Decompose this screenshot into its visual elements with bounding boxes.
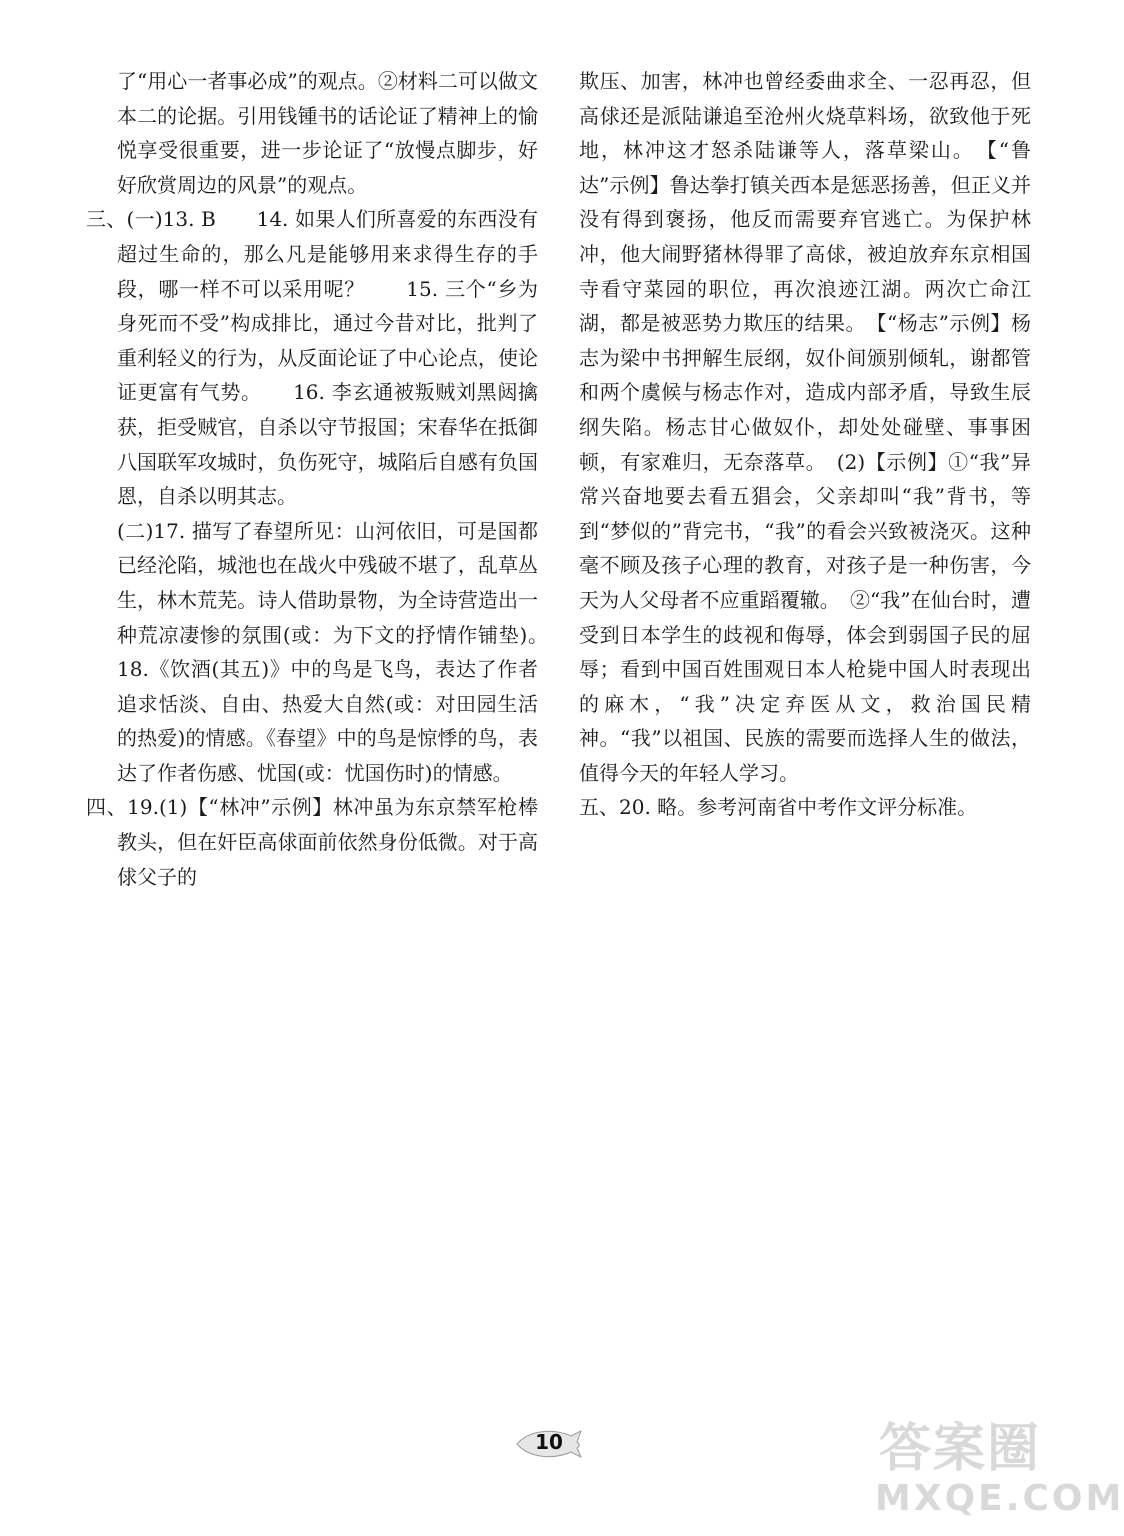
site-watermark (869, 1400, 1124, 1528)
answer-section-three-2: (二)17. 描写了春望所见：山河依旧，可是国都已经沦陷，城池也在战火中残破不堪了，乱草丛生，林木荒芜。诗人借助景物，为全诗营造出一种荒凉凄惨的氛围(或：为下文的抒情作铺垫)。 18.《饮酒(其五)》中的鸟是飞鸟，表达了作者追求恬淡、自由、热爱大自然(或：对田园生活的热爱)的情感。《春望》中的鸟是惊悸的鸟，表达了作者伤感、忧国(或：忧国伤时)的情感。 (117, 518, 578, 785)
watermark-logo-text: 答案圈 (879, 1419, 1042, 1479)
answer-section-four-continued: 欺压、加害，林冲也曾经委曲求全、一忍再忍，但高俅还是派陆谦追至沧州火烧草料场，欲致他于死地，林冲这才怒杀陆谦等人，落草梁山。 【“鲁达”示例】鲁达拳打镇关西本是惩恶扬善，但正义并没有得到褒扬，他反而需要弃官逃亡。为保护林冲，他大闹野猪林得罪了高俅，被迫放弃东京相国寺看守菜园的职位，再次浪迹江湖。两次亡命江湖，都是被恶势力欺压的结果。 【“杨志”示例】杨志为梁中书押解生辰纲，奴仆间颁别倾轧，谢都管和两个虞候与杨志作对，造成内部矛盾，导致生辰纲失陷。杨志甘心做奴仆，却处处碰壁、事事困顿，有家难归，无奈落草。 (2)【示例】①“我”异常兴奋地要去看五猖会，父亲却叫“我”背书，等到“梦似的”背完书，“我”的看会兴致被浇灭。这种毫不顾及孩子心理的教育，对孩子是一种伤害，今天为人父母者不应重蹈覆辙。 ②“我”在仙台时，遭受到日本学生的歧视和侮辱，体会到弱国子民的屈辱；看到中国百姓围观日本人枪毙中国人时表现出的麻木，“我”决定弃医从文，救治国民精神。“我”以祖国、民族的需要而选择人生的做法，值得今天的年轻人学习。 (579, 69, 1031, 785)
answer-paragraph-continuation: 了“用心一者事必成”的观点。②材料二可以做文本二的论据。引用钱锺书的话论证了精神上的愉悦享受很重要，进一步论证了“放慢点脚步，好好欣赏周边的风景”的观点。 (117, 69, 538, 197)
left-column (86, 64, 578, 894)
watermark-url-text: MXQE.COM (875, 1478, 1124, 1519)
right-column (579, 64, 1031, 825)
answer-section-five: 五、20. 略。参考河南省中考作文评分标准。 (579, 795, 978, 820)
page-number: 10 (535, 1430, 563, 1454)
answer-section-four: 四、19.(1)【“林冲”示例】林冲虽为东京禁军枪棒教头，但在奸臣高俅面前依然身份低微。对于高俅父子的 (86, 795, 538, 889)
page-number-badge (513, 1427, 585, 1461)
answer-section-three-1: 三、(一)13. B 14. 如果人们所喜爱的东西没有超过生命的，那么凡是能够用来求得生存的手段，哪一样不可以采用呢？ 15. 三个“乡为身死而不受”构成排比，通过今昔对比，批判了重利轻义的行为，从反面论证了中心论点，使论证更富有气势。 16. 李玄通被叛贼刘黑闼擒获，拒受贼官，自杀以守节报国；宋春华在抵御八国联军攻城时，负伤死守，城陷后自感有负国恩，自杀以明其志。 (86, 207, 538, 509)
faint-stamp-mark (106, 1099, 132, 1152)
